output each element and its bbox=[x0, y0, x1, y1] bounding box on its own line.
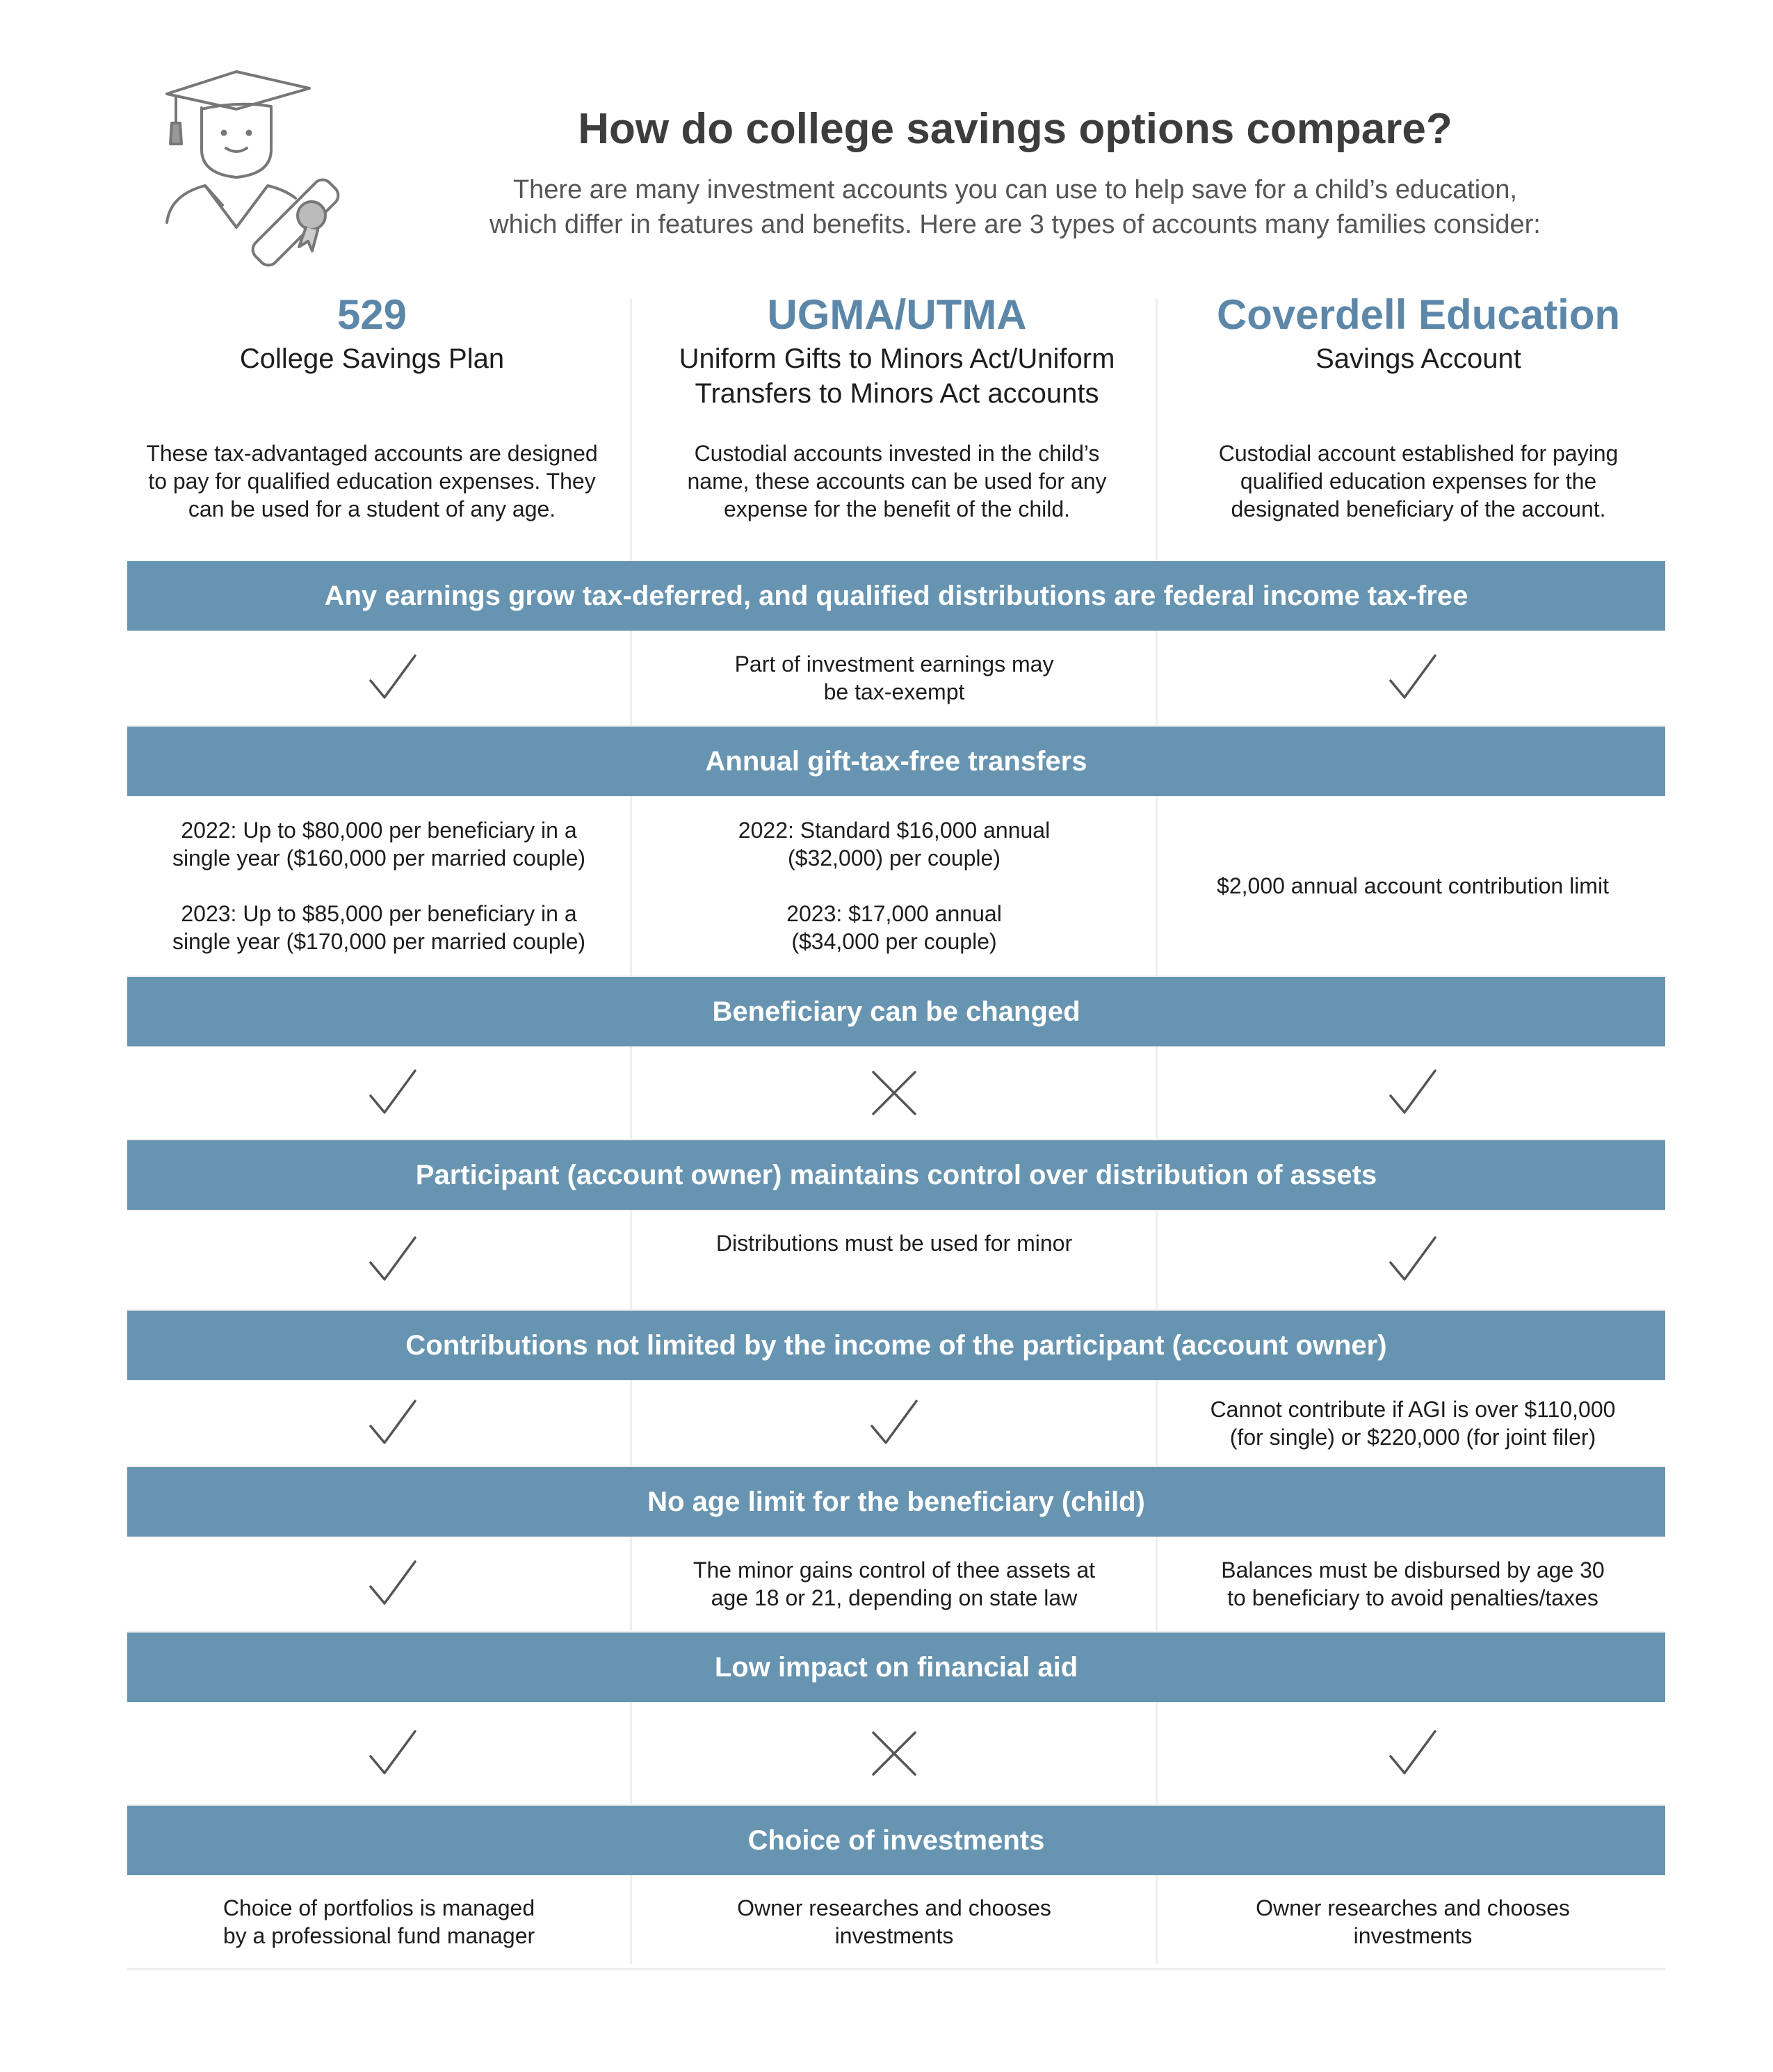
row-divider bbox=[127, 1968, 1665, 1970]
cell-line: $2,000 annual account contribution limit bbox=[1217, 873, 1609, 898]
check-icon bbox=[136, 631, 650, 725]
column-subtitle-line: Savings Account bbox=[1315, 343, 1521, 374]
column-description-ugma-utma bbox=[647, 439, 1147, 523]
cell-line: (for single) or $220,000 (for joint filer) bbox=[1229, 1424, 1596, 1450]
cell-paragraph bbox=[172, 816, 585, 872]
subtitle-line: There are many investment accounts you can use to help save for a child’s education, bbox=[512, 175, 1518, 204]
feature-row-header: Annual gift-tax-free transfers bbox=[127, 727, 1665, 796]
cell-line: age 18 or 21, depending on state law bbox=[711, 1585, 1078, 1610]
cell-line: Cannot contribute if AGI is over $110,000 bbox=[1210, 1396, 1616, 1422]
graduate-with-diploma-icon bbox=[156, 66, 379, 275]
feature-cell-text bbox=[637, 796, 1151, 976]
check-icon bbox=[1156, 1702, 1670, 1804]
feature-row-header: Participant (account owner) maintains control over distribution of assets bbox=[127, 1140, 1665, 1210]
cell-paragraph bbox=[1211, 1395, 1616, 1451]
column-header-529 bbox=[122, 289, 622, 376]
cell-line: ($34,000 per couple) bbox=[791, 929, 997, 954]
column-subtitle-line: College Savings Plan bbox=[239, 343, 505, 374]
cell-line: Part of investment earnings may bbox=[734, 651, 1054, 677]
feature-cell-text bbox=[1156, 1537, 1670, 1631]
subtitle-line: which differ in features and benefits. Here are 3 types of accounts many families consider: bbox=[489, 210, 1541, 239]
check-icon bbox=[136, 1210, 650, 1309]
cell-line: 2023: $17,000 annual bbox=[786, 901, 1002, 926]
check-icon bbox=[1156, 1210, 1670, 1309]
check-icon bbox=[136, 1380, 650, 1466]
check-icon bbox=[136, 1537, 650, 1631]
column-subtitle-line: Transfers to Minors Act accounts bbox=[695, 378, 1099, 409]
cell-line: investments bbox=[834, 1923, 954, 1948]
feature-row-header: No age limit for the beneficiary (child) bbox=[127, 1467, 1665, 1537]
feature-cell-text bbox=[637, 1875, 1151, 1968]
feature-row-header: Low impact on financial aid bbox=[127, 1633, 1665, 1702]
description-line: to pay for qualified education expenses. They bbox=[148, 469, 596, 494]
feature-cell-text bbox=[1156, 1380, 1670, 1466]
feature-row-header: Choice of investments bbox=[127, 1806, 1665, 1875]
column-description-coverdell bbox=[1168, 439, 1669, 523]
cell-line: 2022: Standard $16,000 annual bbox=[738, 818, 1051, 843]
cell-paragraph bbox=[1256, 1894, 1570, 1950]
column-title: UGMA/UTMA bbox=[767, 291, 1027, 338]
description-line: designated beneficiary of the account. bbox=[1231, 496, 1606, 521]
feature-row-header: Any earnings grow tax-deferred, and qualified distributions are federal income tax-free bbox=[127, 561, 1665, 631]
cell-line: Balances must be disbursed by age 30 bbox=[1221, 1557, 1605, 1583]
feature-row-header: Beneficiary can be changed bbox=[127, 977, 1665, 1046]
feature-cell-text bbox=[122, 1875, 636, 1968]
description-line: qualified education expenses for the bbox=[1240, 469, 1597, 494]
check-icon bbox=[637, 1380, 1151, 1466]
column-description-529 bbox=[122, 439, 622, 523]
feature-cell-text bbox=[637, 1210, 1151, 1309]
cell-line: Owner researches and chooses bbox=[1256, 1895, 1570, 1920]
cell-line: The minor gains control of thee assets at bbox=[693, 1557, 1096, 1583]
feature-cell-text bbox=[1156, 796, 1670, 976]
column-title: 529 bbox=[337, 291, 407, 338]
cell-line: Distributions must be used for minor bbox=[715, 1231, 1073, 1256]
description-line: can be used for a student of any age. bbox=[188, 496, 556, 521]
cell-line: single year ($170,000 per married couple) bbox=[172, 929, 586, 954]
column-header-ugma-utma bbox=[647, 289, 1147, 411]
cell-paragraph bbox=[1221, 1556, 1604, 1612]
cell-line: investments bbox=[1353, 1923, 1473, 1948]
description-line: name, these accounts can be used for any bbox=[687, 469, 1107, 494]
cell-line: by a professional fund manager bbox=[222, 1923, 535, 1948]
description-line: Custodial account established for paying bbox=[1218, 441, 1619, 466]
cell-paragraph bbox=[693, 1556, 1095, 1612]
column-title: Coverdell Education bbox=[1216, 291, 1621, 338]
cell-paragraph bbox=[716, 1229, 1072, 1257]
cross-icon bbox=[637, 1702, 1151, 1804]
cell-line: to beneficiary to avoid penalties/taxes bbox=[1227, 1585, 1598, 1610]
feature-cell-text bbox=[1156, 1875, 1670, 1968]
cell-line: Owner researches and chooses bbox=[737, 1895, 1051, 1920]
column-subtitle-line: Uniform Gifts to Minors Act/Uniform bbox=[679, 343, 1115, 374]
column-header-coverdell bbox=[1168, 289, 1669, 376]
cell-line: 2022: Up to $80,000 per beneficiary in a bbox=[181, 818, 577, 843]
feature-cell-text bbox=[637, 631, 1151, 725]
cell-paragraph bbox=[738, 816, 1050, 872]
description-line: Custodial accounts invested in the child’s bbox=[694, 441, 1100, 466]
cell-paragraph bbox=[735, 650, 1054, 706]
check-icon bbox=[1156, 631, 1670, 725]
description-line: These tax-advantaged accounts are designed bbox=[146, 441, 598, 466]
cell-line: Choice of portfolios is managed bbox=[222, 1895, 535, 1920]
feature-cell-text bbox=[637, 1537, 1151, 1631]
check-icon bbox=[136, 1046, 650, 1139]
cell-paragraph bbox=[172, 900, 585, 955]
cell-line: 2023: Up to $85,000 per beneficiary in a bbox=[181, 901, 577, 926]
cell-paragraph bbox=[223, 1894, 535, 1950]
cross-icon bbox=[637, 1046, 1151, 1139]
cell-line: single year ($160,000 per married couple) bbox=[172, 845, 586, 871]
description-line: expense for the benefit of the child. bbox=[723, 496, 1071, 521]
cell-line: be tax-exempt bbox=[823, 679, 965, 704]
cell-paragraph bbox=[737, 1894, 1051, 1950]
feature-row-header: Contributions not limited by the income of the participant (account owner) bbox=[127, 1311, 1665, 1380]
cell-paragraph bbox=[1217, 872, 1609, 900]
page-title: How do college savings options compare? bbox=[578, 105, 1452, 153]
check-icon bbox=[1156, 1046, 1670, 1139]
page-subtitle bbox=[334, 172, 1697, 242]
cell-line: ($32,000) per couple) bbox=[788, 845, 1001, 871]
feature-cell-text bbox=[122, 796, 636, 976]
check-icon bbox=[136, 1702, 650, 1804]
cell-paragraph bbox=[738, 900, 1050, 955]
